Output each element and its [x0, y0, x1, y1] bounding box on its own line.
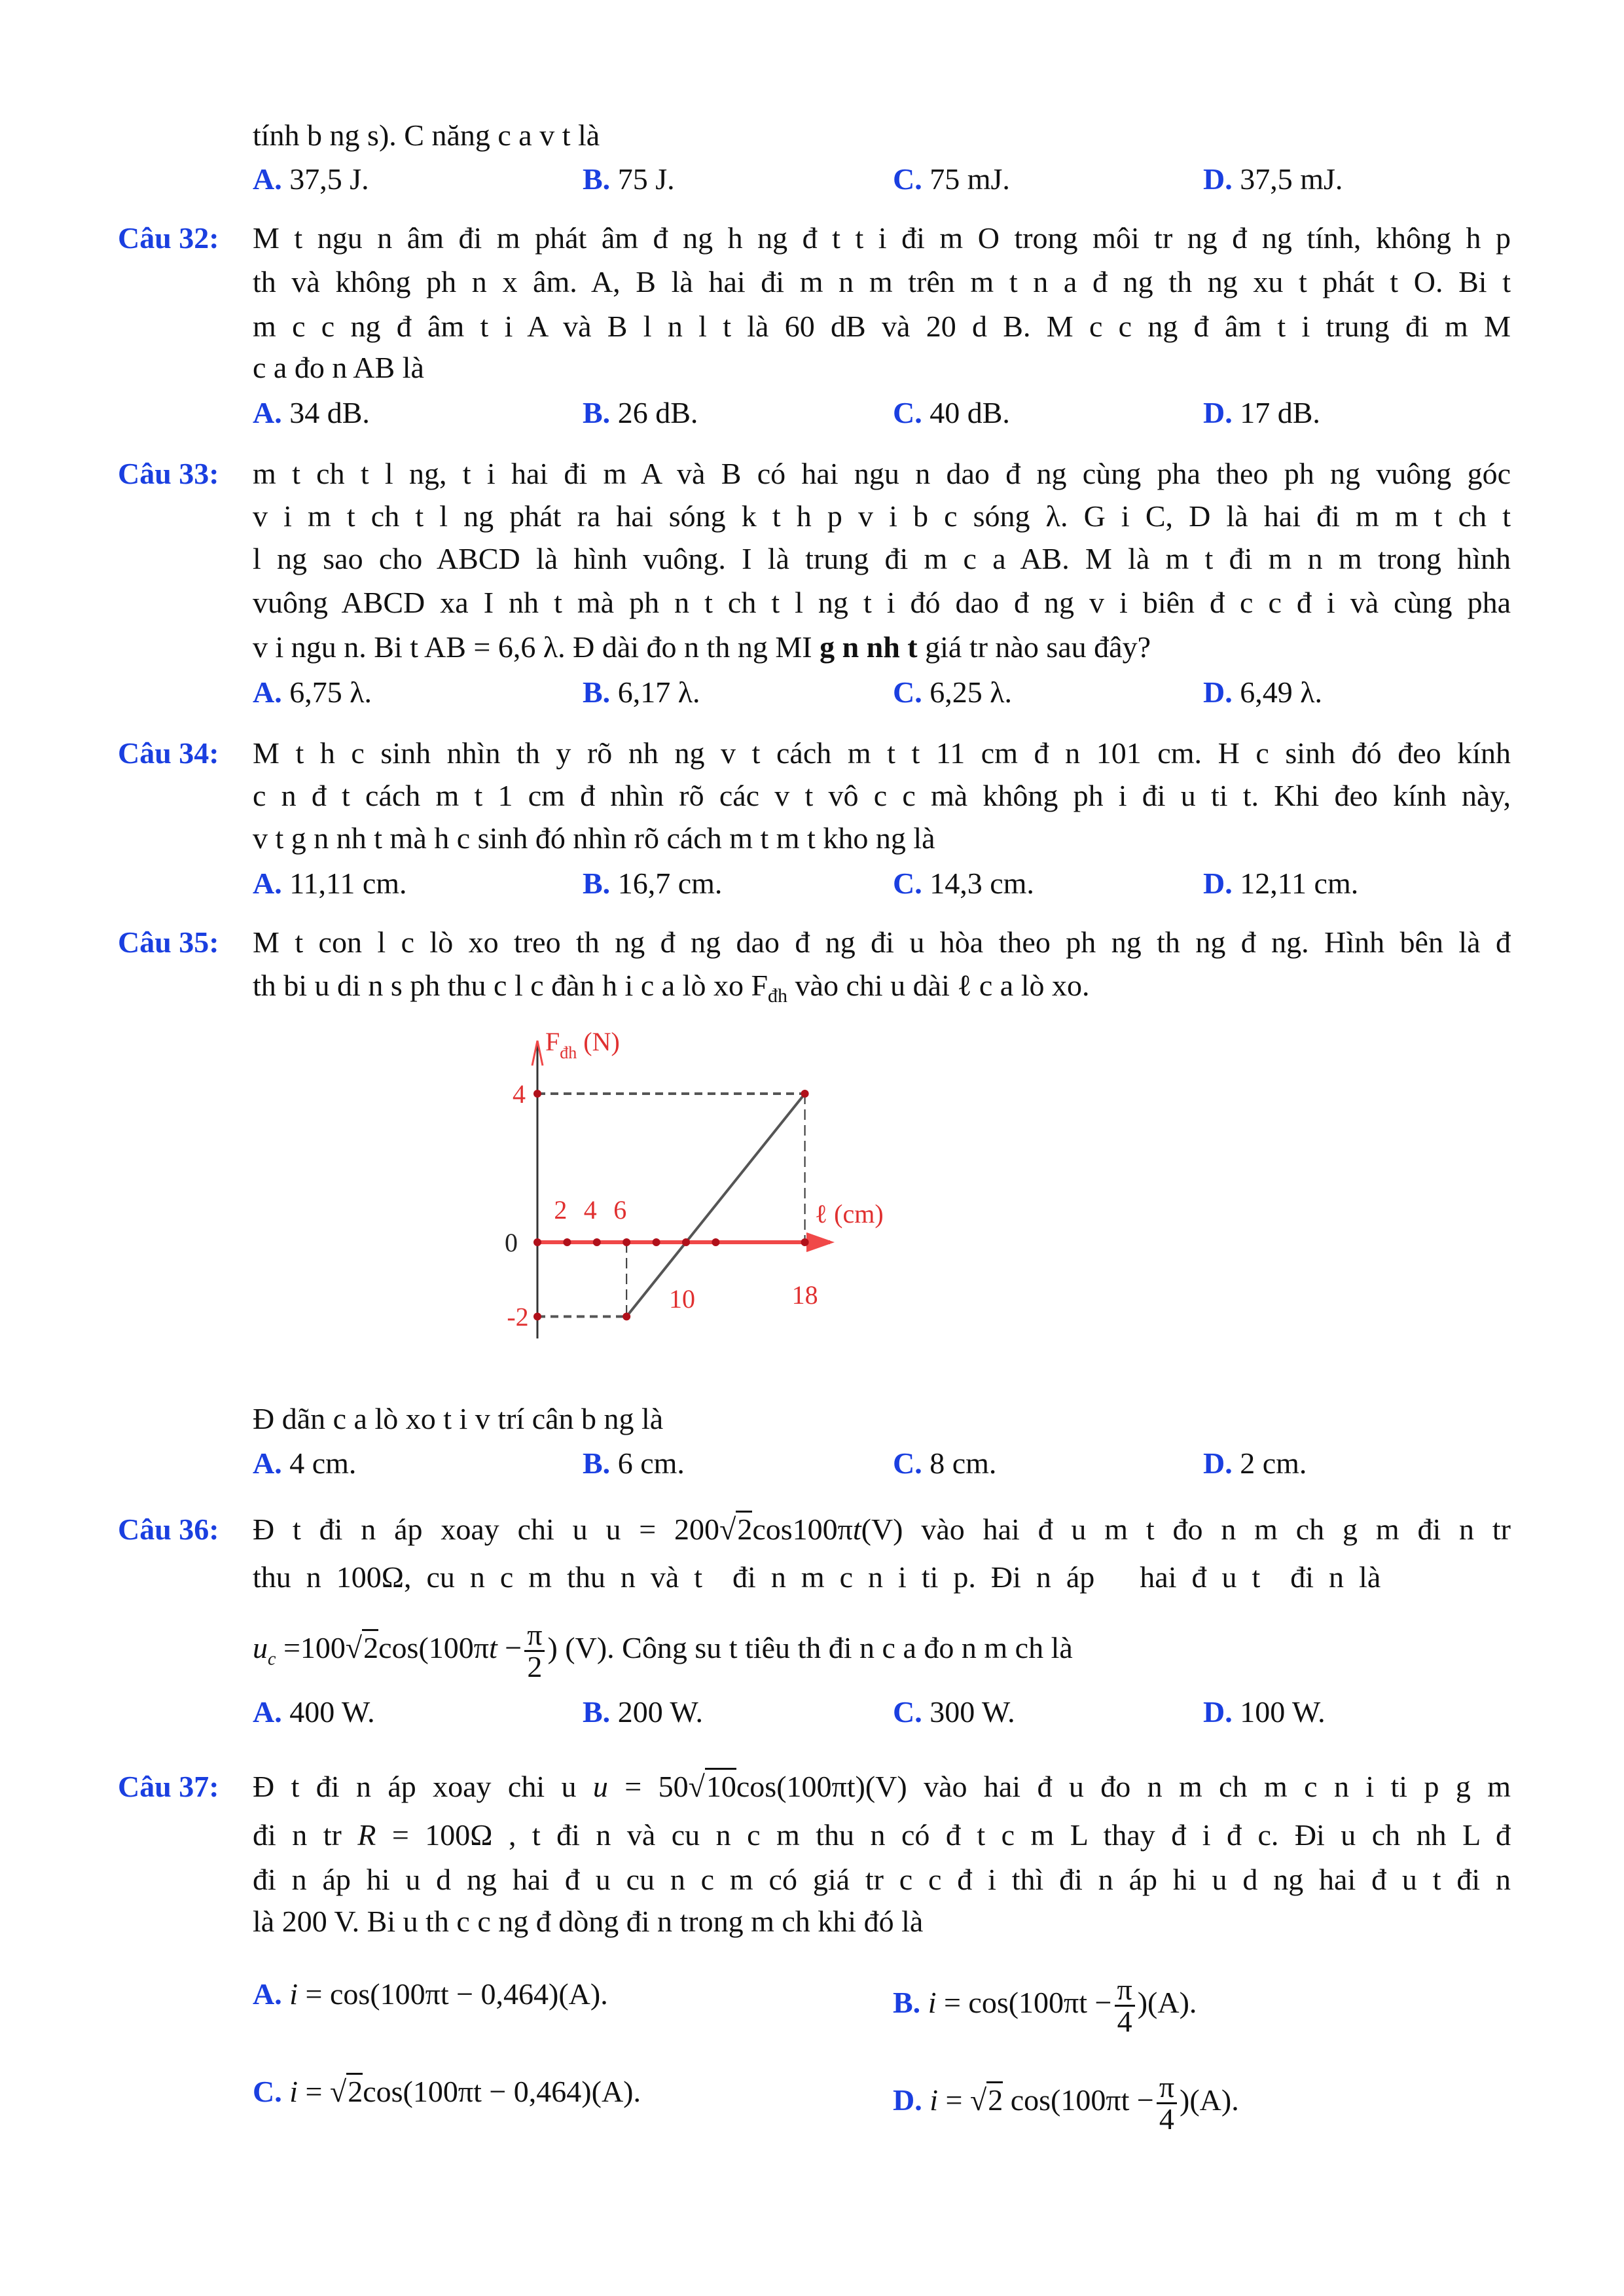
axis-dot [563, 1238, 571, 1246]
q32-line: c a đo n AB là [253, 351, 424, 384]
q34-line: M t h c sinh nhìn th y rõ nh ng v t cách m t t 11 cm đ n 101 cm. H c sinh đó đeo kính [253, 736, 1511, 770]
y-tick-4: 4 [513, 1079, 526, 1109]
q32-label: Câu 32: [118, 221, 219, 255]
q33-line: v i ngu n. Bi t AB = 6,6 λ. Đ dài đo n th ng MI g n nh t giá tr nào sau đây? [253, 630, 1151, 664]
q33-line: m t ch t l ng, t i hai đi m A và B có hai ngu n dao đ ng cùng pha theo ph ng vuông góc [253, 457, 1511, 490]
q36-label: Câu 36: [118, 1513, 219, 1546]
q35-label: Câu 35: [118, 925, 219, 959]
q33-label: Câu 33: [118, 457, 219, 490]
q33-line: l ng sao cho ABCD là hình vuông. I là trung đi m c a AB. M là m t đi m n m trong hình [253, 542, 1511, 575]
q33-option-c[interactable]: C. 6,25 λ. [893, 675, 1013, 709]
q34-option-d[interactable]: D. 12,11 cm. [1203, 867, 1359, 900]
q34-line: v t g n nh t mà h c sinh đó nhìn rõ cách m t m t kho ng là [253, 821, 935, 855]
axis-dot [712, 1238, 719, 1246]
q33-line: v i m t ch t l ng phát ra hai sóng k t h p v i b c sóng λ. G i C, D là hai đi m m t ch t [253, 499, 1511, 533]
axis-dot [653, 1238, 660, 1246]
axis-dot [682, 1238, 690, 1246]
q36-line: Đ t đi n áp xoay chi u u = 200√2cos100πt(V) vào hai đ u m t đo n m ch g m đi n tr [253, 1510, 1511, 1549]
q33-option-d[interactable]: D. 6,49 λ. [1203, 675, 1323, 709]
q37-line: là 200 V. Bi u th c c ng đ dòng đi n trong m ch khi đó là [253, 1905, 924, 1938]
q33-option-a[interactable]: A. 6,75 λ. [253, 675, 372, 709]
q37-option-d[interactable]: D. i = √2 cos(100πt − $\frac{\pi}{4}$ )(A). [893, 2070, 1239, 2136]
q37-line: đi n tr R = 100Ω , t đi n và cu n c m thu n có đ t c m L thay đ i đ c. Đi u ch nh L đ [253, 1818, 1511, 1852]
q34-option-a[interactable]: A. 11,11 cm. [253, 867, 407, 900]
q37-label: Câu 37: [118, 1770, 219, 1803]
q35-line: th bi u di n s ph thu c l c đàn h i c a lò xo $F_{đh}$ vào chi u dài ℓ c a lò xo. [253, 969, 1090, 1007]
line-endpoint-dot [623, 1313, 630, 1321]
q31-option-b[interactable]: B. 75 J. [583, 162, 675, 196]
q32-line: m c c ng đ âm t i A và B l n l t là 60 dB và 20 d B. M c c ng đ âm t i trung đi m M [253, 310, 1511, 343]
axis-dot [533, 1238, 541, 1246]
q35-option-c[interactable]: C. 8 cm. [893, 1446, 997, 1480]
x-tick-18: 18 [791, 1280, 818, 1310]
line-endpoint-dot [801, 1090, 809, 1098]
force-line [626, 1094, 804, 1317]
origin-label: 0 [505, 1228, 518, 1257]
q31-tail: tính b ng s). C năng c a v t là [253, 118, 600, 152]
q35-question: Đ dãn c a lò xo t i v trí cân b ng là [253, 1402, 664, 1435]
q36-line: thu n 100Ω, cu n c m thu n và t đi n m c n i ti p. Đi n áp hai đ u t đi n là [253, 1560, 1381, 1594]
q36-option-d[interactable]: D. 100 W. [1203, 1695, 1326, 1729]
q36-formula-line: $u_c =100√2\cos(100\pi t$ − $\frac{\pi}{2}$ ) (V). Công su t tiêu th đi n c a đo n m ch là [253, 1618, 1073, 1683]
axis-dot [623, 1238, 630, 1246]
x-tick-10: 10 [669, 1284, 695, 1314]
q36-option-c[interactable]: C. 300 W. [893, 1695, 1015, 1729]
q31-option-c[interactable]: C. 75 mJ. [893, 162, 1010, 196]
q34-option-c[interactable]: C. 14,3 cm. [893, 867, 1034, 900]
q34-option-b[interactable]: B. 16,7 cm. [583, 867, 723, 900]
q37-option-b[interactable]: B. i = cos(100πt − $\frac{\pi}{4}$ )(A). [893, 1973, 1197, 2038]
q35-option-b[interactable]: B. 6 cm. [583, 1446, 685, 1480]
y-tick-neg2: -2 [507, 1302, 529, 1332]
q36-option-b[interactable]: B. 200 W. [583, 1695, 704, 1729]
dot-y4 [533, 1090, 541, 1098]
x-tick-2: 2 [554, 1195, 568, 1225]
axis-dot [801, 1238, 809, 1246]
x-tick-6: 6 [613, 1195, 627, 1225]
q32-option-d[interactable]: D. 17 dB. [1203, 396, 1320, 429]
y-axis-label: $F_{đh}$ (N) [545, 1027, 620, 1062]
x-axis-arrow-icon [806, 1233, 833, 1251]
q35-line: M t con l c lò xo treo th ng đ ng dao đ ng đi u hòa theo ph ng th ng đ ng. Hình bên là đ [253, 925, 1511, 959]
q34-line: c n đ t cách m t 1 cm đ nhìn rõ các v t vô c c mà không ph i đi u ti t. Khi đeo kính này, [253, 779, 1511, 812]
q37-option-c[interactable]: C. i = √2cos(100πt − 0,464)(A). [253, 2072, 641, 2111]
q37-line: đi n áp hi u d ng hai đ u cu n c m có giá tr c c đ i thì đi n áp hi u d ng hai đ u t đi n [253, 1863, 1511, 1896]
q37-option-a[interactable]: A. i = cos(100πt − 0,464)(A). [253, 1977, 608, 2011]
q32-line: th và không ph n x âm. A, B là hai đi m n m trên m t n a đ ng th ng xu t phát t O. Bi t [253, 265, 1511, 298]
x-tick-4: 4 [583, 1195, 597, 1225]
fraction: $\frac{\pi}{2}$ [524, 1620, 545, 1682]
q31-option-d[interactable]: D. 37,5 mJ. [1203, 162, 1343, 196]
q37-line: Đ t đi n áp xoay chi u u = 50√10cos(100πt)(V) vào hai đ u đo n m ch m c n i ti p g m [253, 1767, 1511, 1806]
q32-line: M t ngu n âm đi m phát âm đ ng h ng đ t t i đi m O trong môi tr ng đ ng tính, không h p [253, 221, 1511, 255]
q34-label: Câu 34: [118, 736, 219, 770]
q31-option-a[interactable]: A. 37,5 J. [253, 162, 369, 196]
q36-option-a[interactable]: A. 400 W. [253, 1695, 375, 1729]
q35-option-d[interactable]: D. 2 cm. [1203, 1446, 1307, 1480]
q33-line: vuông ABCD xa I nh t mà ph n t ch t l ng t i đó dao đ ng v i biên đ c c đ i và cùng pha [253, 586, 1511, 619]
axis-dot [593, 1238, 601, 1246]
q32-option-b[interactable]: B. 26 dB. [583, 396, 698, 429]
q35-option-a[interactable]: A. 4 cm. [253, 1446, 357, 1480]
dot-y-2 [533, 1313, 541, 1321]
q32-option-c[interactable]: C. 40 dB. [893, 396, 1010, 429]
q33-option-b[interactable]: B. 6,17 λ. [583, 675, 700, 709]
q32-option-a[interactable]: A. 34 dB. [253, 396, 370, 429]
x-axis-label: ℓ (cm) [815, 1199, 884, 1229]
